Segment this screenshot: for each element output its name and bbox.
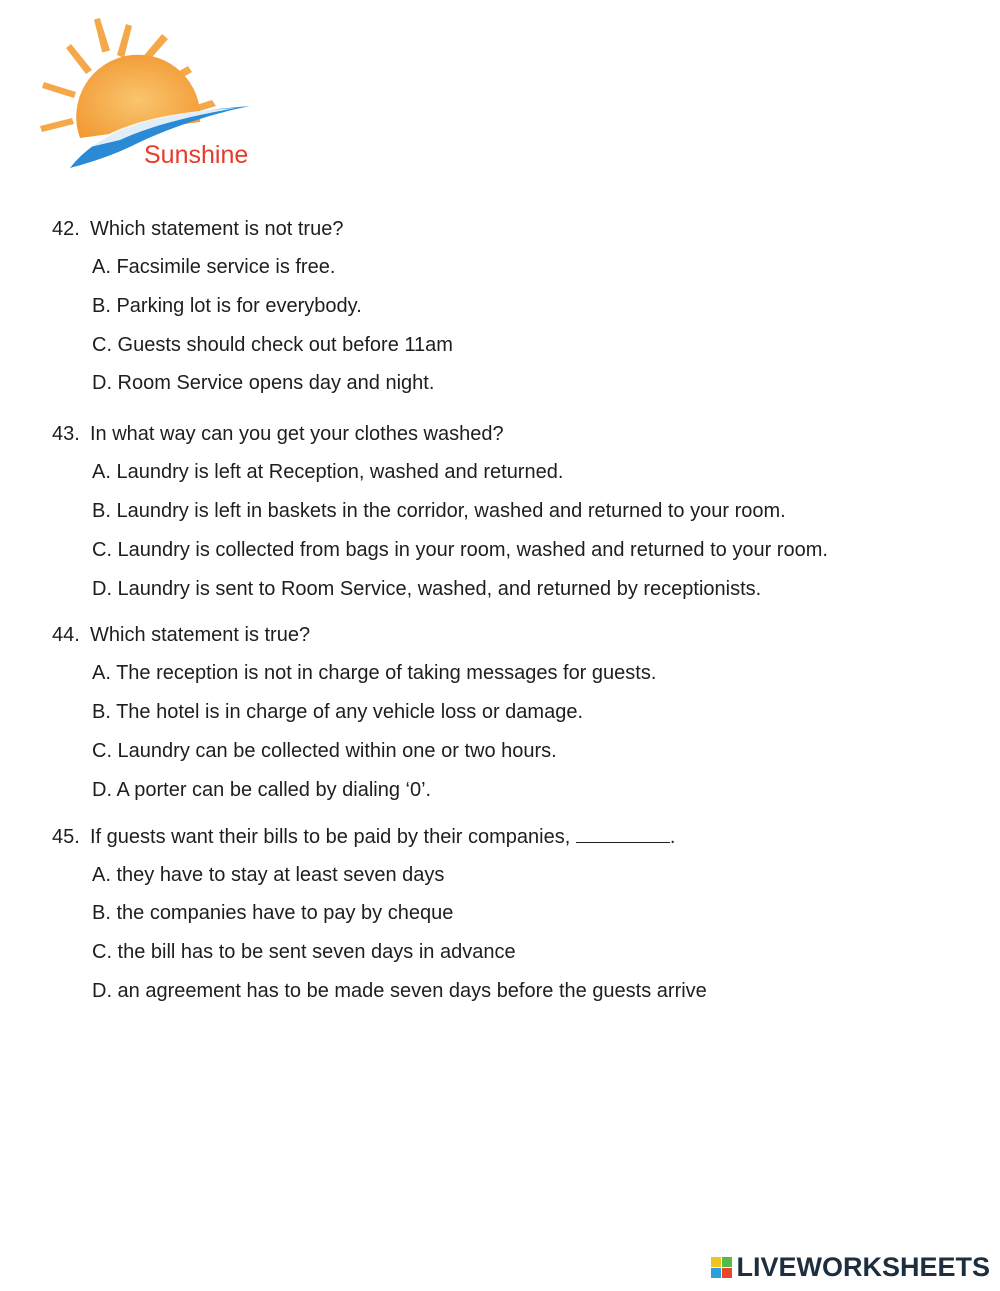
question-text: Which statement is not true?: [90, 218, 344, 240]
liveworksheets-brand: [711, 1252, 990, 1283]
question-stem: [52, 818, 972, 856]
question-45: [52, 818, 972, 1011]
option-a: A. they have to stay at least seven days: [92, 863, 445, 886]
question-text: If guests want their bills to be paid by their companies,: [90, 825, 571, 848]
option-b: B. The hotel is in charge of any vehicle loss or damage.: [92, 701, 584, 724]
option-c: C. Laundry is collected from bags in your room, washed and returned to your room.: [92, 538, 828, 561]
question-stem: [52, 415, 972, 453]
question-number: 44.: [52, 624, 80, 647]
liveworksheets-logo-icon: [711, 1257, 732, 1278]
question-stem-end: .: [669, 825, 676, 848]
question-44: [52, 616, 972, 809]
option-d: D. A porter can be called by dialing ‘0’.: [92, 778, 432, 801]
liveworksheets-brand-text: LIVEWORKSHEETS: [736, 1252, 990, 1282]
option-a: A. The reception is not in charge of taking messages for guests.: [92, 662, 657, 685]
logo-brand-name: Sunshine: [144, 141, 249, 169]
question-list: [52, 210, 972, 1011]
option-d: D. Laundry is sent to Room Service, washed, and returned by receptionists.: [92, 577, 762, 600]
option-b: B. the companies have to pay by cheque: [92, 902, 454, 925]
option-d: D. an agreement has to be made seven days before the guests arrive: [92, 979, 707, 1002]
option-a: A. Laundry is left at Reception, washed and returned.: [92, 461, 564, 484]
option-a: A. Facsimile service is free.: [92, 256, 336, 278]
answer-blank[interactable]: [576, 841, 670, 843]
answer-options: [52, 654, 972, 809]
answer-options: [52, 453, 972, 608]
option-c: C. Guests should check out before 11am: [92, 333, 453, 356]
question-stem: [52, 616, 972, 654]
question-number: 45.: [52, 825, 80, 848]
question-text: In what way can you get your clothes washed?: [90, 423, 504, 446]
question-42: [52, 210, 972, 403]
question-43: [52, 415, 972, 608]
sunshine-logo: [40, 18, 270, 178]
option-c: C. the bill has to be sent seven days in advance: [92, 941, 516, 964]
option-b: B. Parking lot is for everybody.: [92, 294, 362, 317]
option-b: B. Laundry is left in baskets in the corridor, washed and returned to your room.: [92, 499, 786, 522]
question-stem: [52, 210, 972, 248]
answer-options: [52, 248, 972, 403]
option-c: C. Laundry can be collected within one or two hours.: [92, 739, 557, 762]
question-number: 43.: [52, 423, 80, 446]
answer-options: [52, 856, 972, 1011]
question-text: Which statement is true?: [90, 624, 311, 647]
question-number: 42.: [52, 218, 80, 240]
option-d: D. Room Service opens day and night.: [92, 372, 435, 395]
